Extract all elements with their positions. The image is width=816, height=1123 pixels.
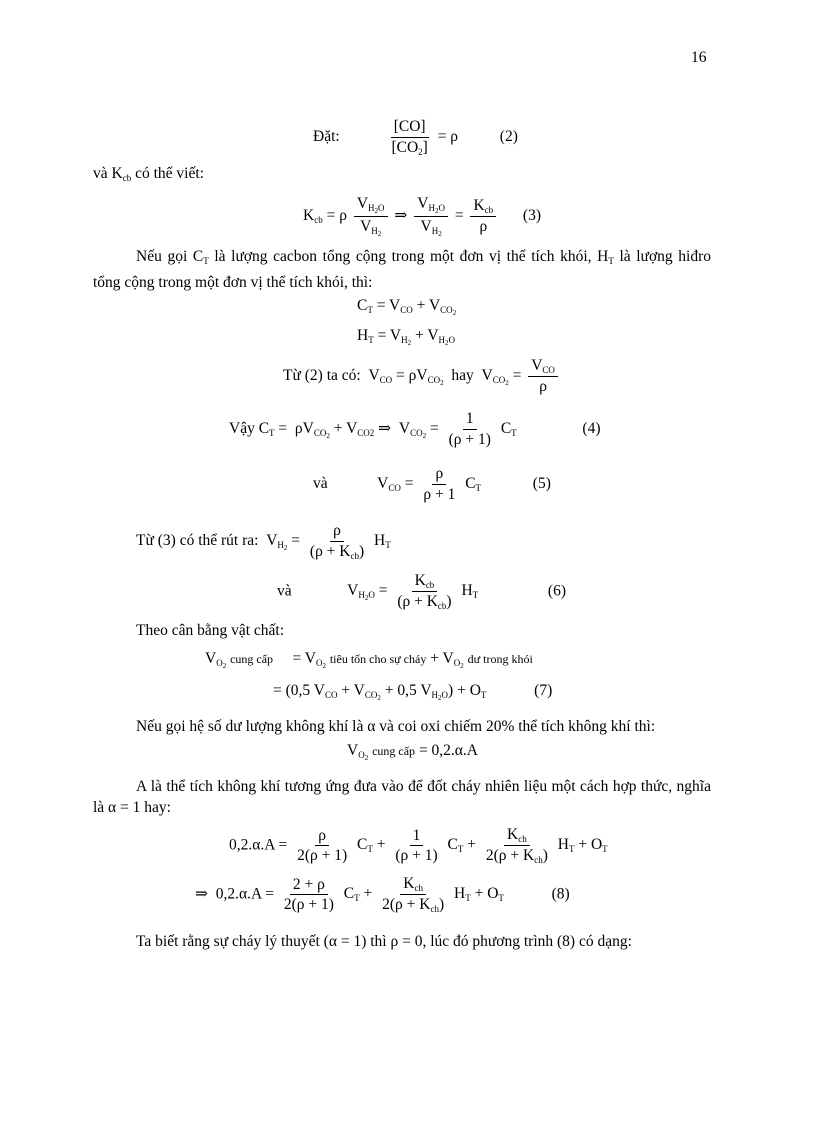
cung-cap-label-2: cung cấp — [372, 744, 416, 758]
hay-label: hay — [451, 367, 474, 385]
equation-5: và $V_{CO}$ = $\frac{\rho}{\rho + 1}$ $C_T$ (5) — [313, 465, 551, 503]
eq2-denominator: $[CO_2]$ — [391, 138, 428, 157]
eq6-number: (6) — [547, 582, 566, 600]
paragraph-excess-air: Nếu gọi hệ số dư lượng không khí là α và coi oxi chiếm 20% thể tích không khí thì: — [136, 718, 656, 735]
equation-4: Vậy $C_T = \rho V_{CO_2} + V_{CO2}$ ⇒ $V_{CO_2}$ = $\frac{1}{(\rho + 1)}$ $C_T$ (4) — [229, 410, 601, 448]
equation-8: ⇒ 0,2.α.A = $\frac{2 + \rho}{2(\rho + 1)}$ $C_T$ + $\frac{K_{ch}}{2(\rho + K_{ch})}$ $H_T + O_T$ (8) — [195, 875, 570, 915]
tu3-label: Từ (3) có thể rút ra: — [136, 532, 259, 550]
paragraph-ct-ht: Nếu gọi $C_T$ là lượng cacbon tổng cộng trong một đơn vị thể tích khói, $H_T$ là lượng hiđro tổng cộng trong một đơn vị thể tích khói, thì: — [93, 248, 711, 291]
equation-vo2-supply: $V_{O_2}$ cung cấp = 0,2.α.A — [347, 742, 478, 762]
paragraph-theoretical-combustion: Ta biết rằng sự cháy lý thuyết (α = 1) thì ρ = 0, lúc đó phương trình (8) có dạng: — [136, 933, 632, 950]
eq2-numerator: [CO] — [391, 118, 429, 138]
vay-label: Vậy $C_T$ = — [229, 419, 288, 438]
tu2-label: Từ (2) ta có: — [283, 367, 361, 385]
va-label-5: và — [313, 474, 328, 492]
page-number: 16 — [691, 49, 707, 66]
eq7-number: (7) — [534, 682, 553, 699]
va-label-6: và — [277, 582, 292, 600]
equation-air-balance: 0,2.α.A = $\frac{\rho}{2(\rho + 1)}$ $C_T$ + $\frac{1}{(\rho + 1)}$ $C_T$ + $\frac{K_{ch}}{2(\rho + K_{ch})}$ $H_T + O_T$ — [229, 826, 608, 866]
equation-6: và $V_{H_2O}$ = $\frac{K_{cb}}{(\rho + K_{cb})}$ $H_T$ (6) — [277, 572, 566, 612]
equation-7: = (0,5 $V_{CO} + V_{CO_2} + 0,5$ $V_{H_2O}) + O_T$ (7) — [273, 682, 553, 702]
eq8-number: (8) — [551, 885, 570, 903]
eq-vo2-rhs: = 0,2.α.A — [418, 742, 478, 759]
du-trong-khoi-label: dư trong khói — [467, 652, 533, 666]
eq2-fraction — [388, 118, 430, 157]
eq5-number: (5) — [532, 474, 551, 492]
equation-from-2: Từ (2) ta có: $V_{CO} = \rho V_{CO_2}$ hay $V_{CO_2}$ = $\frac{V_{CO}}{\rho}$ — [283, 357, 561, 396]
theo-can-bang-label: Theo cân bằng vật chất: — [136, 622, 285, 639]
equation-from-3: Từ (3) có thể rút ra: $V_{H_2}$ = $\frac{\rho}{(\rho + K_{cb})}$ $H_T$ — [136, 522, 391, 561]
eq3-number: (3) — [522, 207, 541, 225]
equation-ct: $C_T = V_{CO} + V_{CO_2}$ — [357, 297, 457, 317]
paragraph-air-volume: A là thể tích không khí tương ứng đưa vào để đốt cháy nhiên liệu một cách hợp thức, nghĩa là α = 1 hay: — [93, 778, 711, 816]
equation-2 — [313, 118, 518, 157]
kcb-intro: và $K_{cb}$ có thể viết: — [93, 165, 204, 183]
cung-cap-label-1: cung cấp — [230, 652, 274, 666]
mass-balance-equation: $V_{O_2}$ cung cấp = $V_{O_2}$ tiêu tốn cho sự cháy + $V_{O_2}$ dư trong khói — [205, 650, 533, 670]
eq2-rhs: = ρ — [437, 128, 459, 146]
dat-label: Đặt: — [313, 128, 340, 146]
eq4-number: (4) — [582, 419, 601, 437]
tieu-ton-label: tiêu tốn cho sự cháy — [329, 652, 427, 666]
equation-ht: $H_T = V_{H_2} + V_{H_2O}$ — [357, 327, 456, 347]
equation-3: $K_{cb} = \rho$ $\frac{V_{H_2O}}{V_{H_2}}$ ⇒ $\frac{V_{H_2O}}{V_{H_2}}$ = $\frac{K_{cb}}{\rho}$ (3) — [303, 195, 541, 239]
eq2-number: (2) — [499, 128, 518, 146]
